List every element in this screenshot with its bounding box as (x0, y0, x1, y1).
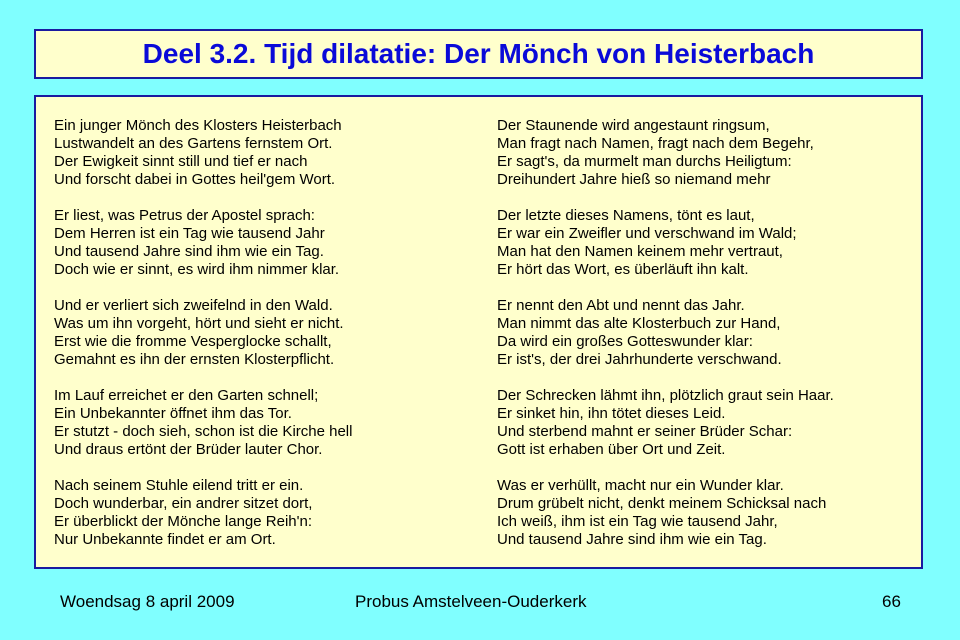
stanza (497, 207, 834, 279)
poem-line: Was er verhüllt, macht nur ein Wunder klar. (497, 477, 784, 494)
poem-line: Er hört das Wort, es überläuft ihn kalt. (497, 261, 749, 278)
poem-line: Ein Unbekannter öffnet ihm das Tor. (54, 405, 292, 422)
poem-line: Der Staunende wird angestaunt ringsum, (497, 117, 770, 134)
poem-line: Der Schrecken lähmt ihn, plötzlich graut sein Haar. (497, 387, 834, 404)
poem-line: Der Ewigkeit sinnt still und tief er nach (54, 153, 308, 170)
poem-line: Ein junger Mönch des Klosters Heisterbach (54, 117, 342, 134)
slide-title: Deel 3.2. Tijd dilatatie: Der Mönch von Heisterbach (142, 38, 815, 69)
stanza (497, 117, 834, 189)
poem-line: Gemahnt es ihn der ernsten Klosterpflicht. (54, 351, 335, 368)
stanza (497, 297, 834, 369)
poem-line: Dreihundert Jahre hieß so niemand mehr (497, 171, 771, 188)
poem-line: Was um ihn vorgeht, hört und sieht er nicht. (54, 315, 344, 332)
poem-line: Der letzte dieses Namens, tönt es laut, (497, 207, 755, 224)
stanza (54, 387, 352, 459)
poem-line: Er ist's, der drei Jahrhunderte verschwand. (497, 351, 782, 368)
poem-line: Dem Herren ist ein Tag wie tausend Jahr (54, 225, 325, 242)
poem-line: Man hat den Namen keinem mehr vertraut, (497, 243, 783, 260)
poem-line: Da wird ein großes Gotteswunder klar: (497, 333, 753, 350)
footer-organization: Probus Amstelveen-Ouderkerk (355, 592, 587, 611)
poem-line: Er überblickt der Mönche lange Reih'n: (54, 513, 313, 530)
poem-line: Und draus ertönt der Brüder lauter Chor. (54, 441, 323, 458)
poem-line: Und er verliert sich zweifelnd in den Wald. (54, 297, 333, 314)
poem-line: Er nennt den Abt und nennt das Jahr. (497, 297, 745, 314)
stanza (54, 117, 352, 189)
stanza (497, 387, 834, 459)
poem-line: Man fragt nach Namen, fragt nach dem Begehr, (497, 135, 814, 152)
poem-line: Er war ein Zweifler und verschwand im Wald; (497, 225, 797, 242)
poem-line: Im Lauf erreichet er den Garten schnell; (54, 387, 319, 404)
poem-line: Nach seinem Stuhle eilend tritt er ein. (54, 477, 304, 494)
poem-line: Er stutzt - doch sieh, schon ist die Kirche hell (54, 423, 353, 440)
poem-line: Drum grübelt nicht, denkt meinem Schicksal nach (497, 495, 827, 512)
poem-column-left (54, 117, 352, 567)
poem-line: Und tausend Jahre sind ihm wie ein Tag. (497, 531, 767, 548)
poem-line: Ich weiß, ihm ist ein Tag wie tausend Jahr, (497, 513, 778, 530)
stanza (54, 477, 352, 549)
poem-line: Und sterbend mahnt er seiner Brüder Schar: (497, 423, 793, 440)
title-box (34, 29, 923, 79)
poem-line: Er sinket hin, ihn tötet dieses Leid. (497, 405, 726, 422)
poem-line: Er liest, was Petrus der Apostel sprach: (54, 207, 315, 224)
poem-line: Doch wie er sinnt, es wird ihm nimmer klar. (54, 261, 340, 278)
poem-line: Gott ist erhaben über Ort und Zeit. (497, 441, 726, 458)
poem-line: Erst wie die fromme Vesperglocke schallt, (54, 333, 332, 350)
poem-line: Man nimmt das alte Klosterbuch zur Hand, (497, 315, 781, 332)
poem-line: Lustwandelt an des Gartens fernstem Ort. (54, 135, 333, 152)
poem-box (34, 95, 923, 569)
poem-column-right (497, 117, 834, 567)
poem-line: Er sagt's, da murmelt man durchs Heiligtum: (497, 153, 792, 170)
footer-date: Woendsag 8 april 2009 (60, 592, 235, 611)
stanza (54, 297, 352, 369)
poem-line: Doch wunderbar, ein andrer sitzet dort, (54, 495, 313, 512)
stanza (54, 207, 352, 279)
poem-line: Und forscht dabei in Gottes heil'gem Wort. (54, 171, 336, 188)
stanza (497, 477, 834, 549)
page-number: 66 (882, 592, 901, 611)
poem-line: Und tausend Jahre sind ihm wie ein Tag. (54, 243, 324, 260)
poem-line: Nur Unbekannte findet er am Ort. (54, 531, 276, 548)
